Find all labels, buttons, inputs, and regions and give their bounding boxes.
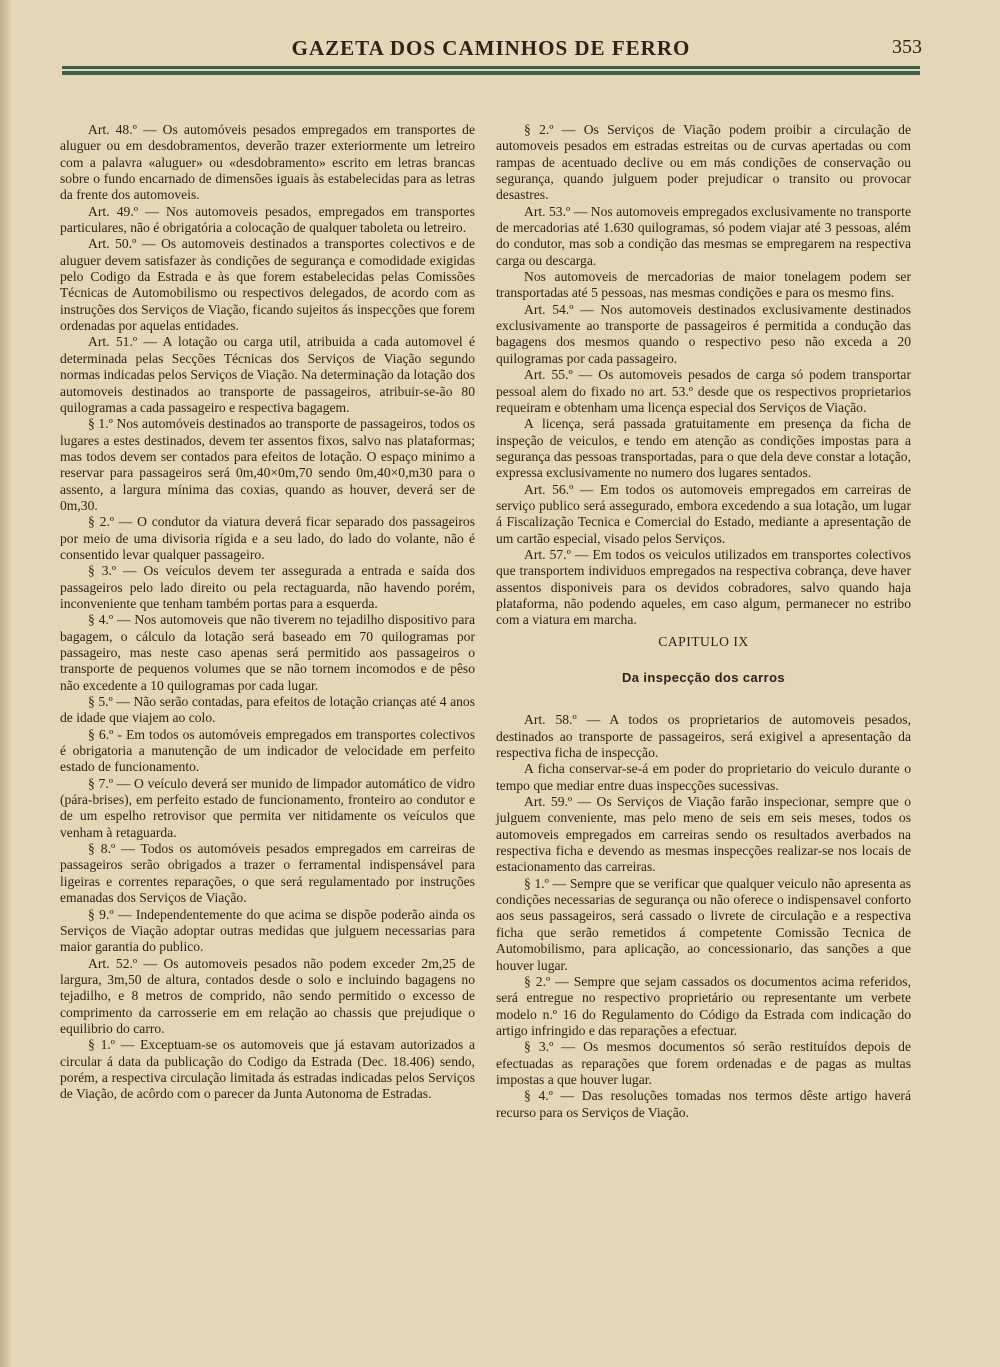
chapter-heading: CAPITULO IX xyxy=(658,633,749,649)
left-column xyxy=(60,122,475,1103)
paragraph: Art. 52.º — Os automoveis pesados não podem exceder 2m,25 de largura, 3m,50 de altura, contados desde o solo e incluindo bagagens no tejadilho, e 8 metros de comprido, não sendo permitido o excesso de comprimento da carrosserie em em relação ao chassis que prejudique o equilibrio do carro. xyxy=(60,955,475,1036)
paragraph: Art. 50.º — Os automoveis destinados a transportes colectivos e de aluguer devem satisfazer às condições de segurança e comodidade exigidas pelo Codigo da Estrada e às que forem estabelecidas pelas Comissões Técnicas de Automobilismo ou respectivos delegados, de acordo com as instruções dos Serviços de Viação, ficando sujeitos ás inspecções que forem ordenadas por aquelas entidades. xyxy=(60,236,475,334)
page-number: 353 xyxy=(892,36,922,58)
paragraph: A licença, será passada gratuitamente em presença da ficha de inspeção de veiculos, e tendo em atenção as condições impostas para a segurança das pessoas transportadas, para o que dela deve constar a lotação, expressa exclusivamente no numero dos lugares sentados. xyxy=(496,416,911,481)
paragraph: Art. 55.º — Os automoveis pesados de carga só podem transportar pessoal alem do fixado no art. 53.º desde que os respectivos proprietarios requeiram e obtenham uma licença especial dos Serviços de Viação. xyxy=(496,367,911,415)
paragraph: Art. 56.º — Em todos os automoveis empregados em carreiras de serviço publico será assegurado, embora excedendo a sua lotação, um lugar á Fiscalização Tecnica e Comercial do Estado, mediante a apresentação de um cartão especial, visado pelos Serviços. xyxy=(496,481,911,546)
paragraph: § 1.º Nos automóveis destinados ao transporte de passageiros, todos os lugares a estes destinados, devem ter assentos fixos, salvo nas plataformas; mas todos devem ser contados para efeitos de lotação. O espaço minimo a reservar para passageiros será 0m,40×0m,70 sendo 0m,40×0,m30 para o assento, a largura mínima das coxias, quando as houver, deverá ser de 0m,30. xyxy=(60,416,475,513)
paragraph: § 4.º — Nos automoveis que não tiverem no tejadilho dispositivo para bagagem, o cálculo da lotação será baseado em 70 quilogramas por passageiro, mas neste caso apenas será permitido aos passageiros o transporte de pequenos volumes que se não tornem incomodos e de pêso não excedente a 10 quilogramas por cada lugar. xyxy=(60,612,475,693)
right-column xyxy=(496,122,911,1121)
header-rule xyxy=(62,66,920,75)
paragraph: Nos automoveis de mercadorias de maior tonelagem podem ser transportadas até 5 pessoas, nas mesmas condições e para os mesmo fins. xyxy=(496,269,911,301)
page-header xyxy=(62,36,920,66)
paragraph: § 2.º — Sempre que sejam cassados os documentos acima referidos, será entregue no respectivo proprietário ou representante um verbete modelo n.º 16 do Regulamento do Código da Estrada com indicação do artigo infringido e das reparações a efectuar. xyxy=(496,973,911,1038)
paragraph: Art. 57.º — Em todos os veiculos utilizados em transportes colectivos que transportem individuos empregados na respectiva cobrança, deve haver assentos disponiveis para os devidos cobradores, salvo quando haja plataforma, não podendo aqueles, em caso algum, permanecer no estribo com a viatura em marcha. xyxy=(496,546,911,628)
paragraph: § 6.º - Em todos os automóveis empregados em transportes colectivos é obrigatoria a manutenção de um indicador de velocidade em perfeito estado de funcionamento. xyxy=(60,726,475,775)
page-fold-shadow xyxy=(0,0,12,1367)
paragraph: Art. 59.º — Os Serviços de Viação farão inspecionar, sempre que o julguem conveniente, mas pelo meno de seis em seis meses, todos os automoveis empregados em carreiras sendo os resultados averbados na respectiva ficha e devendo as mesmas inspecções realizar-se nos locais de estacionamento das carreiras. xyxy=(496,794,911,875)
paragraph: § 1.º — Exceptuam-se os automoveis que já estavam autorizados a circular á data da publicação do Codigo da Estrada (Dec. 18.406) sendo, porém, a respectiva circulação limitada ás estradas indicadas pelos Serviços de Viação, de acôrdo com o parecer da Junta Autonoma de Estradas. xyxy=(60,1037,475,1102)
paragraph: § 7.º — O veículo deverá ser munido de limpador automático de vidro (pára-brises), em perfeito estado de funcionamento, fronteiro ao condutor e de um espelho retrovisor que permita ver nitidamente os veículos que venham à retaguarda. xyxy=(60,775,475,840)
paragraph: A ficha conservar-se-á em poder do proprietario do veiculo durante o tempo que mediar entre duas inspecções sucessivas. xyxy=(496,761,911,793)
paragraph: § 1.º — Sempre que se verificar que qualquer veiculo não apresenta as condições necessarias de segurança ou não oferece o indispensavel conforto aos seus passageiros, será cassado o livrete de circulação e a respectiva ficha que serão remetidos á competente Comissão Tecnica de Automobilismo, para aplicação, ao concessionario, das sanções a que houver lugar. xyxy=(496,875,911,973)
paragraph: § 5.º — Não serão contadas, para efeitos de lotação crianças até 4 anos de idade que viajem ao colo. xyxy=(60,694,475,726)
chapter-subheading: Da inspecção dos carros xyxy=(621,670,786,685)
paragraph: Art. 53.º — Nos automoveis empregados exclusivamente no transporte de mercadorias até 1.630 quilogramas, só podem viajar até 3 pessoas, além do condutor, mas sob a condição das mesmas se empregarem na respectiva carga ou descarga. xyxy=(496,203,911,268)
paragraph: § 3.º — Os mesmos documentos só serão restituídos depois de efectuadas as reparações que forem ordenadas e de pagas as multas impostas a que houver lugar. xyxy=(496,1039,911,1087)
paragraph: § 4.º — Das resoluções tomadas nos termos dêste artigo haverá recurso para os Serviços de Viação. xyxy=(496,1088,911,1120)
paragraph: Art. 58.º — A todos os proprietarios de automoveis pesados, destinados ao transporte de passageiros, será exigivel a apresentação da respectiva ficha de inspecção. xyxy=(496,712,911,761)
paragraph: Art. 54.º — Nos automoveis destinados exclusivamente destinados exclusivamente ao transporte de passageiros é permitida a condução das bagagens dos mesmos quando o respectivo peso não exceda a 20 quilogramas por cada passageiro. xyxy=(496,301,911,366)
paragraph: § 8.º — Todos os automóveis pesados empregados em carreiras de passageiros serão obrigados a trazer o ferramental indispensável para ligeiras e correntes reparações, o que será regulamentado por instruções emanadas dos Serviços de Viação. xyxy=(60,841,475,906)
paragraph: Art. 51.º — A lotação ou carga util, atribuida a cada automovel é determinada pelas Secções Técnicas dos Serviços de Viação segundo normas indicadas pelos Serviços de Viação. Na determinação da lotação dos automoveis destinados ao transporte de passageiros, atribuir-se-ão 80 quilogramas a cada passageiro e respectiva bagagem. xyxy=(60,334,475,415)
publication-title: GAZETA DOS CAMINHOS DE FERRO xyxy=(291,36,691,60)
paragraph: § 2.º — Os Serviços de Viação podem proibir a circulação de automoveis pesados em estradas estreitas ou de curvas apertadas ou com rampas de acentuado declive ou em más condições de conservação ou segurança, quando julguem poder prejudicar o transito ou provocar desastres. xyxy=(496,122,911,203)
paragraph: § 9.º — Independentemente do que acima se dispõe poderão ainda os Serviços de Viação adoptar outras medidas que julguem necessarias para maior garantia do publico. xyxy=(60,906,475,955)
paragraph: § 2.º — O condutor da viatura deverá ficar separado dos passageiros por meio de uma divisoria rígida e a seu lado, do lado do volante, não é consentido levar qualquer passageiro. xyxy=(60,514,475,562)
paragraph: § 3.º — Os veículos devem ter assegurada a entrada e saída dos passageiros pelo lado direito ou pela rectaguarda, não havendo porém, inconveniente que tenham também portas para a esquerda. xyxy=(60,563,475,611)
paragraph: Art. 49.º — Nos automoveis pesados, empregados em transportes particulares, não é obrigatória a colocação de qualquer taboleta ou letreiro. xyxy=(60,203,475,236)
paragraph: Art. 48.º — Os automóveis pesados empregados em transportes de aluguer ou em desdobramentos, deverão trazer exteriormente um letreiro com a palavra «aluguer» ou «desdobramento» escrito em letras brancas sobre o fundo encarnado de dimensões iguais às estabelecidas para as letras da frente dos automoveis. xyxy=(60,122,475,203)
